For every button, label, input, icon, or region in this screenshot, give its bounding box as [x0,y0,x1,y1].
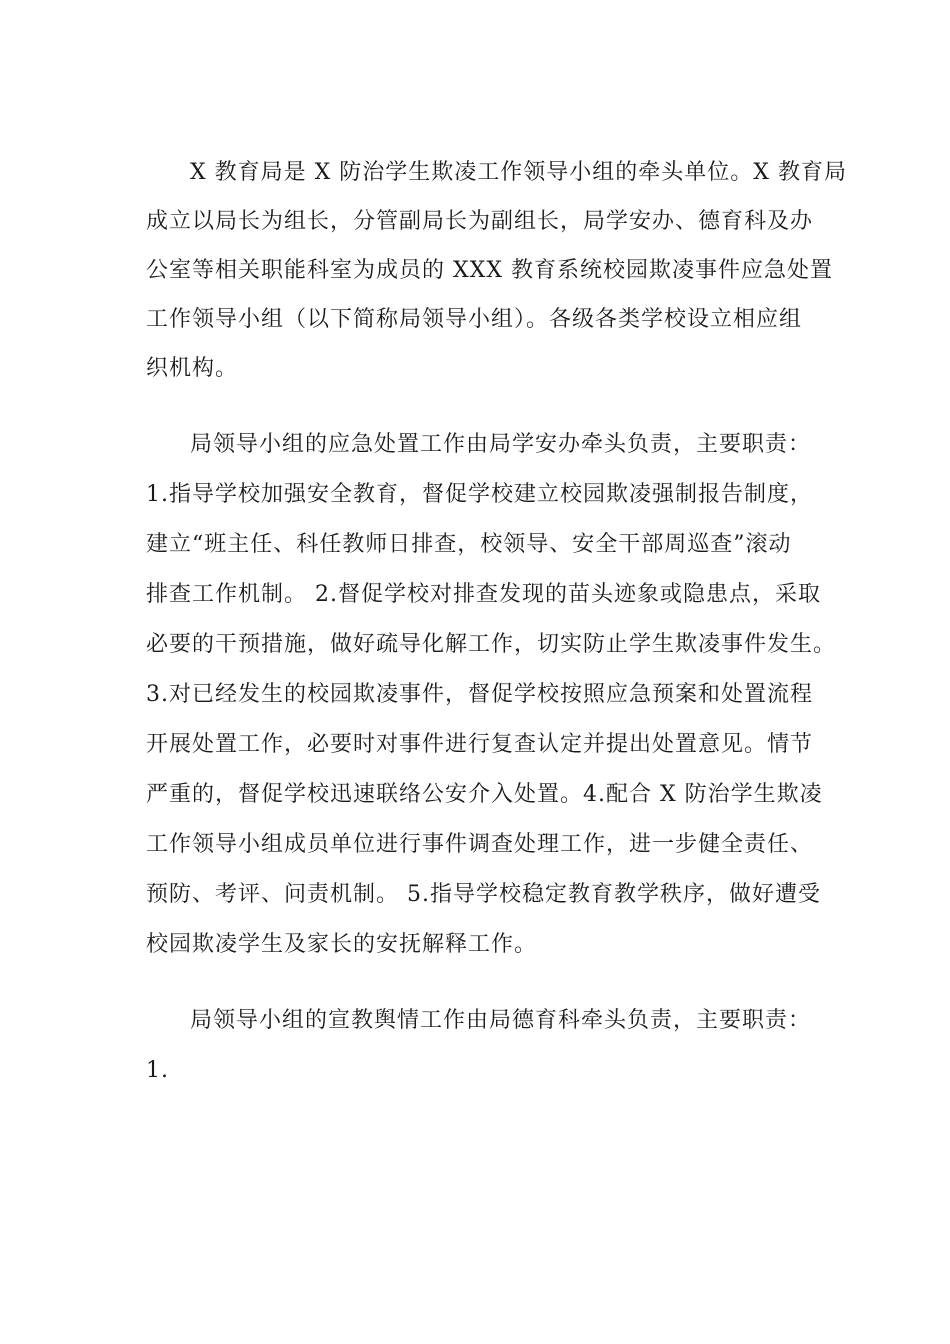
text-line: 局领导小组的应急处置工作由局学安办牵头负责，主要职责： [190,432,812,457]
text-line: 工作领导小组成员单位进行事件调查处理工作，进一步健全责任、 [146,832,814,857]
text-line: 1. [146,1058,169,1083]
text-line: 开展处置工作，必要时对事件进行复查认定并提出处置意见。情节 [146,732,814,757]
text-line: 工作领导小组（以下简称局领导小组）。各级各类学校设立相应组 [146,307,803,332]
text-line: 1.指导学校加强安全教育，督促学校建立校园欺凌强制报告制度， [146,482,813,507]
text-line: 3.对已经发生的校园欺凌事件，督促学校按照应急预案和处置流程 [146,682,813,707]
text-line: X 教育局是 X 防治学生欺凌工作领导小组的牵头单位。X 教育局 [190,160,847,185]
text-line: 校园欺凌学生及家长的安抚解释工作。 [146,932,538,957]
text-line: 公室等相关职能科室为成员的 XXX 教育系统校园欺凌事件应急处置 [146,258,833,283]
text-line: 织机构。 [146,356,239,381]
text-line: 预防、考评、问责机制。 5.指导学校稳定教育教学秩序，做好遭受 [146,882,821,907]
text-line: 严重的，督促学校迅速联络公安介入处置。4.配合 X 防治学生欺凌 [146,782,823,807]
text-line: 排查工作机制。 2.督促学校对排查发现的苗头迹象或隐患点，采取 [146,582,821,607]
text-line: 成立以局长为组长，分管副局长为副组长，局学安办、德育科及办 [146,209,814,234]
text-line: 建立“班主任、科任教师日排查，校领导、安全干部周巡查”滚动 [146,532,792,557]
text-line: 必要的干预措施，做好疏导化解工作，切实防止学生欺凌事件发生。 [146,632,837,657]
text-line: 局领导小组的宣教舆情工作由局德育科牵头负责，主要职责： [190,1008,812,1033]
